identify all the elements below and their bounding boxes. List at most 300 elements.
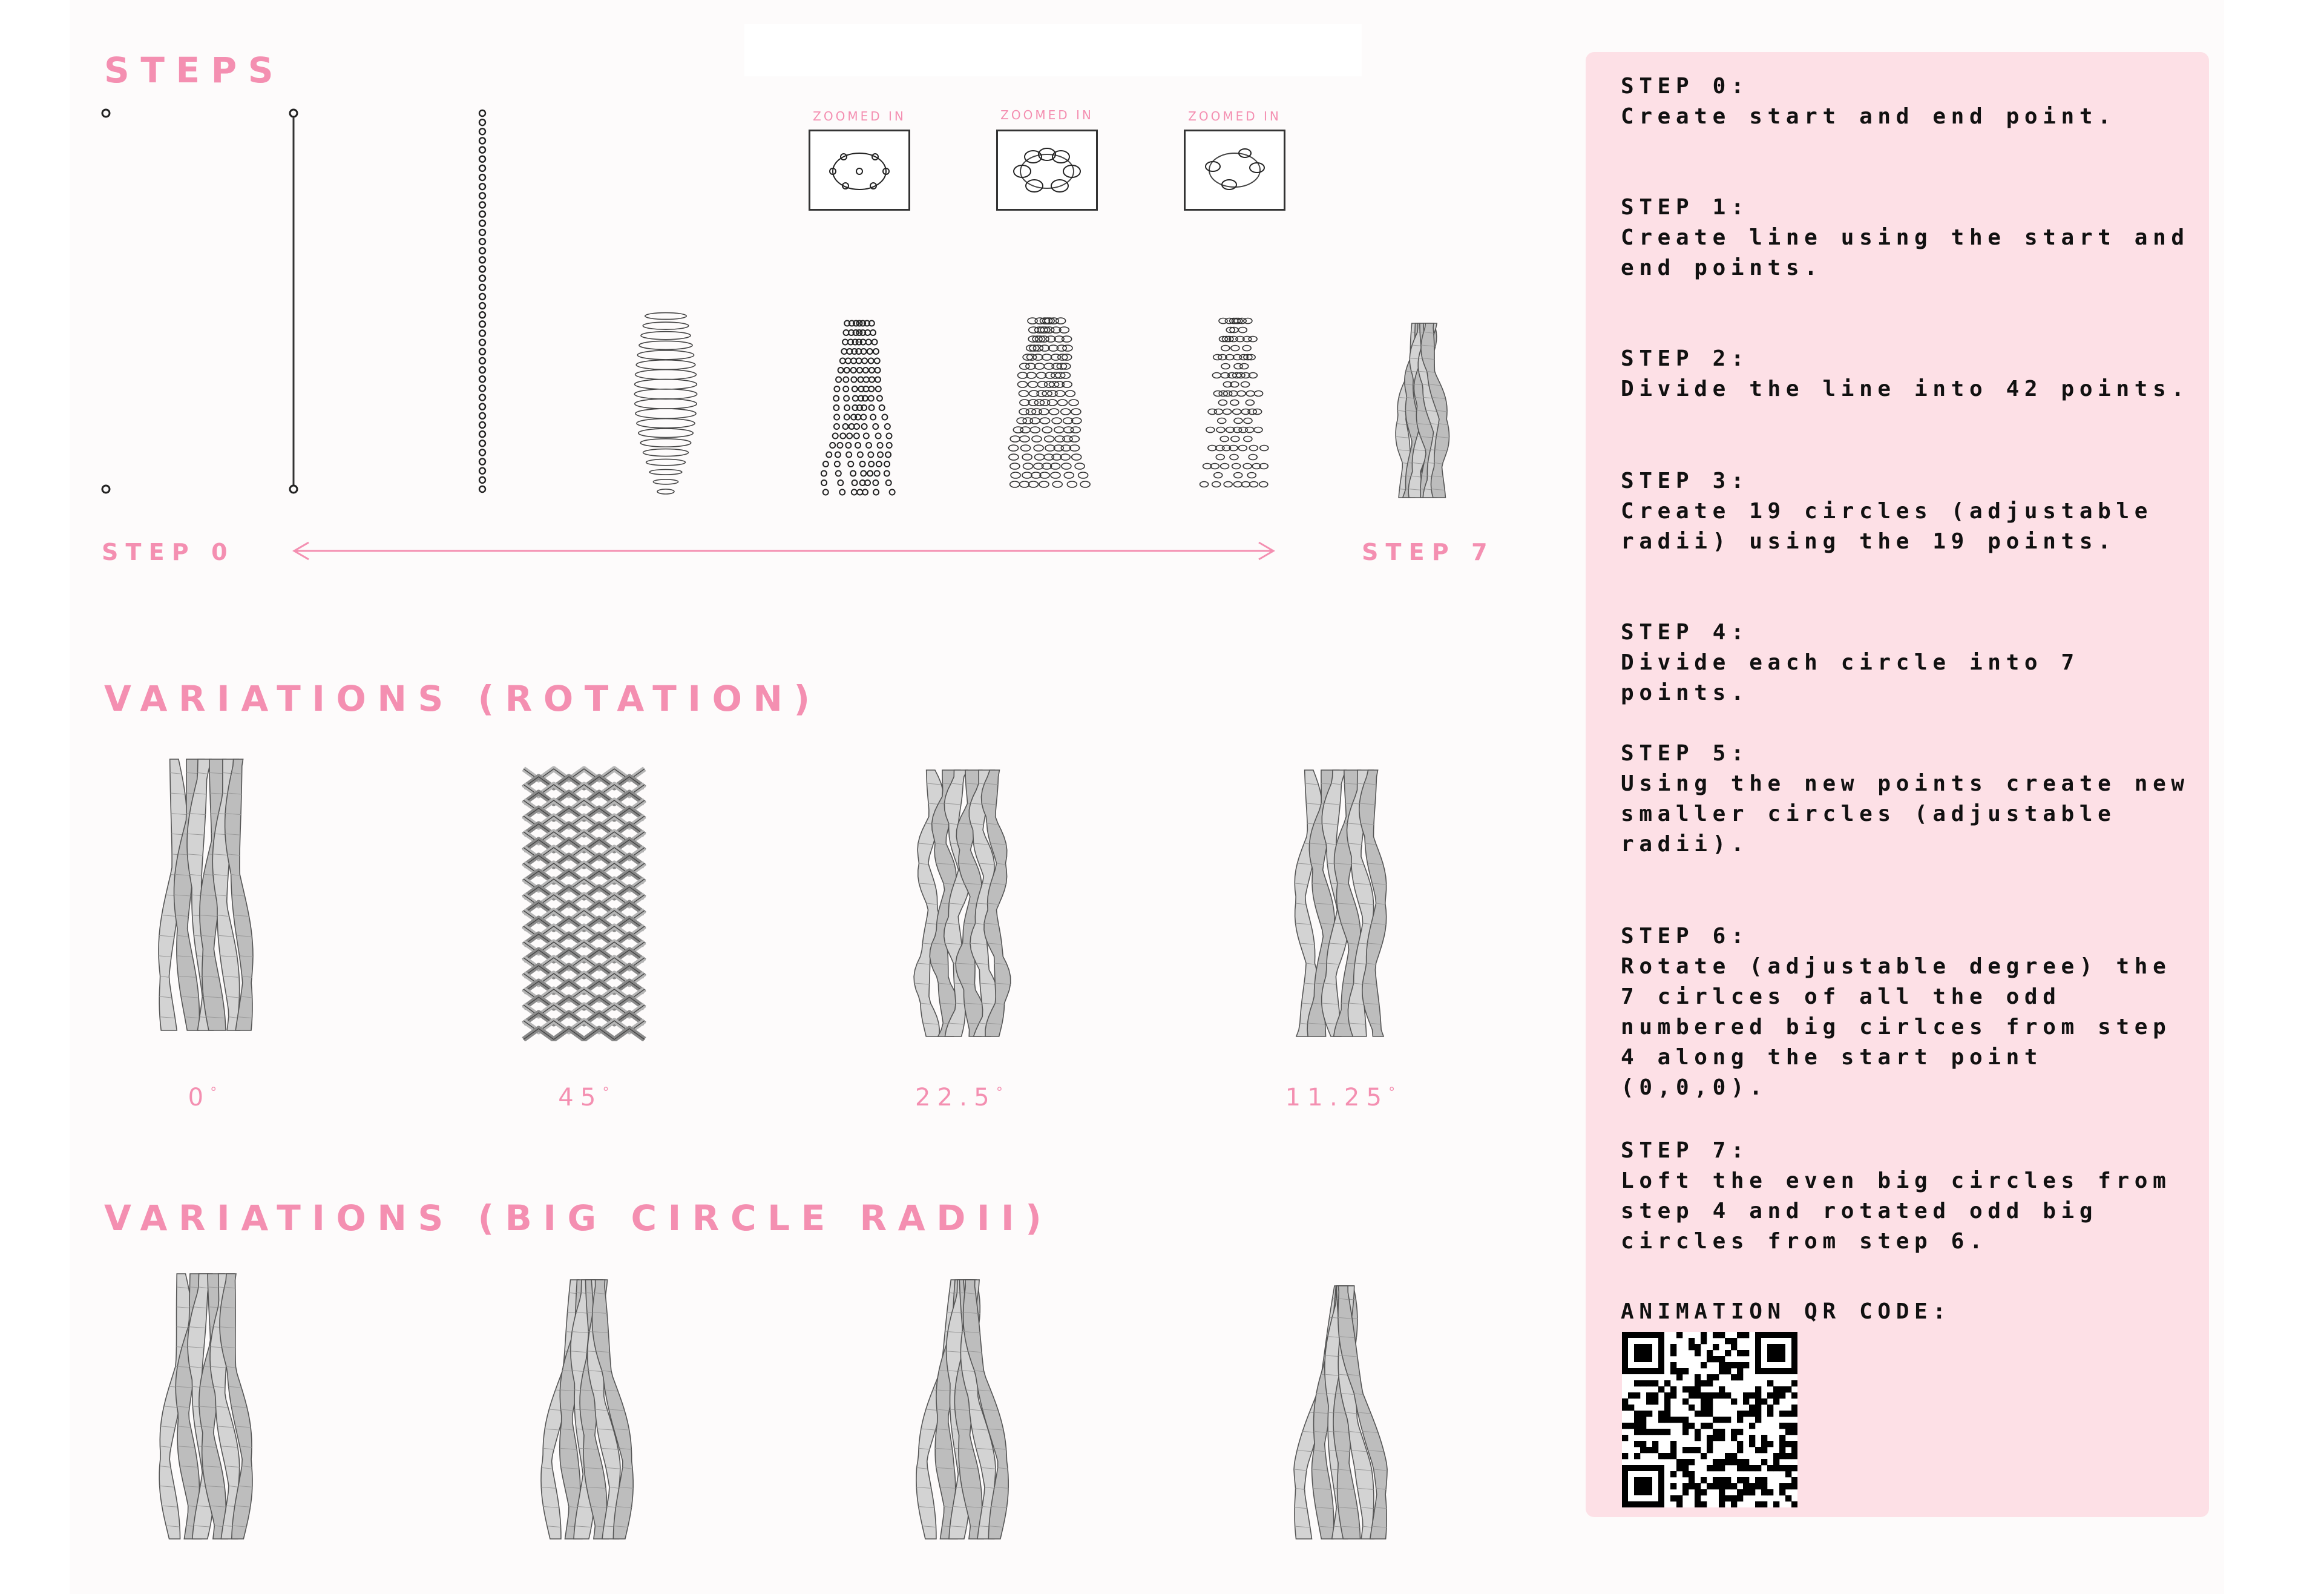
- qr-module: [1646, 1380, 1652, 1386]
- circle-point: [884, 461, 890, 467]
- qr-module: [1779, 1435, 1785, 1441]
- circle-point: [844, 367, 850, 373]
- small-circle: [1020, 436, 1029, 442]
- circle-point: [867, 471, 873, 476]
- big-circle: [636, 360, 695, 370]
- divided-point: [479, 486, 485, 492]
- divided-point: [479, 285, 485, 291]
- step-5-block: [1621, 739, 2202, 860]
- divided-point: [479, 137, 485, 143]
- qr-module: [1622, 1398, 1628, 1405]
- circle-point: [833, 405, 839, 410]
- qr-module: [1707, 1374, 1713, 1380]
- circle-point: [836, 471, 841, 476]
- circle-point: [885, 452, 891, 458]
- small-circle: [1009, 445, 1019, 451]
- variations-rotation-title: VARIATIONS (ROTATION): [104, 678, 821, 719]
- big-circle: [637, 419, 695, 428]
- qr-module: [1646, 1392, 1652, 1398]
- qr-module: [1670, 1483, 1676, 1489]
- divided-point: [479, 404, 485, 410]
- rotated-circle: [1244, 318, 1252, 324]
- small-circle: [1010, 463, 1020, 469]
- step-text: Divide each circle into 7 points.: [1621, 650, 2079, 705]
- angle-label-11-25: 11.25°: [1285, 1084, 1402, 1112]
- qr-module: [1676, 1417, 1682, 1423]
- step-text: Rotate (adjustable degree) the 7 cirlces of all the odd numbered big cirlces from step 4 along the start point (0,0,0).: [1621, 954, 2171, 1100]
- qr-module: [1719, 1483, 1725, 1489]
- small-circle: [1042, 427, 1052, 433]
- angle-value-45: 45: [558, 1084, 603, 1112]
- qr-module: [1664, 1398, 1670, 1405]
- small-circle: [1021, 445, 1031, 451]
- rotated-circle: [1223, 409, 1232, 415]
- circle-point: [857, 490, 862, 495]
- qr-module: [1755, 1386, 1761, 1392]
- qr-module: [1701, 1411, 1707, 1417]
- qr-module: [1761, 1398, 1767, 1405]
- small-circle: [1010, 481, 1020, 487]
- step-4-block: [1621, 618, 2202, 708]
- qr-module: [1791, 1392, 1797, 1398]
- qr-module: [1767, 1405, 1773, 1411]
- qr-module: [1767, 1465, 1773, 1471]
- circle-point: [861, 415, 866, 420]
- divided-point: [479, 477, 485, 483]
- qr-module: [1749, 1411, 1755, 1417]
- circle-point: [868, 452, 873, 458]
- small-circle: [1011, 472, 1020, 478]
- qr-module: [1725, 1483, 1731, 1489]
- small-circle: [1020, 427, 1030, 433]
- end-point: [102, 486, 110, 493]
- circle-point: [862, 424, 867, 429]
- big-circle: [637, 351, 694, 360]
- steps-panel: [1586, 52, 2209, 1517]
- step-2-figure: [473, 103, 491, 496]
- qr-module: [1682, 1489, 1689, 1495]
- qr-module: [1670, 1368, 1676, 1374]
- qr-module: [1695, 1392, 1701, 1398]
- circle-point: [873, 424, 878, 429]
- small-circle: [1026, 363, 1036, 369]
- step-2-block: [1621, 344, 2202, 404]
- small-circle: [1009, 454, 1019, 460]
- qr-module: [1755, 1501, 1761, 1507]
- circle-point: [890, 490, 895, 495]
- qr-module: [1670, 1362, 1676, 1368]
- circle-point: [852, 490, 857, 495]
- circle-point: [833, 433, 838, 439]
- zoom-box-step-6: [1184, 130, 1285, 211]
- rotated-circle: [1247, 473, 1256, 478]
- qr-module: [1731, 1338, 1737, 1344]
- big-circle: [635, 399, 697, 409]
- qr-module: [1634, 1380, 1640, 1386]
- circle-point: [857, 367, 862, 373]
- qr-module: [1743, 1332, 1749, 1338]
- qr-module: [1719, 1477, 1725, 1483]
- small-circle: [1042, 354, 1052, 360]
- qr-module: [1689, 1405, 1695, 1411]
- qr-module: [1791, 1411, 1797, 1417]
- circle-point: [864, 433, 869, 439]
- zigzag-layer: [524, 1029, 645, 1039]
- small-circle: [1018, 372, 1028, 378]
- circle-point: [861, 471, 866, 476]
- qr-module: [1743, 1489, 1749, 1495]
- blank-box: [744, 24, 1362, 76]
- divided-point: [479, 174, 485, 180]
- qr-module: [1779, 1447, 1785, 1453]
- small-circle: [1039, 409, 1049, 415]
- qr-module: [1658, 1386, 1664, 1392]
- radii-variation-4: [1262, 1277, 1419, 1546]
- qr-module: [1628, 1392, 1634, 1398]
- qr-module: [1737, 1441, 1743, 1447]
- qr-module: [1779, 1411, 1785, 1417]
- circle-point: [838, 367, 844, 373]
- step-0-block: [1621, 71, 2202, 132]
- rotated-circle: [1260, 446, 1269, 451]
- small-circle: [1026, 372, 1036, 378]
- qr-module: [1695, 1435, 1701, 1441]
- qr-module: [1622, 1423, 1628, 1429]
- circle-point: [862, 358, 867, 364]
- circle-point: [867, 349, 873, 354]
- qr-module: [1713, 1459, 1719, 1465]
- small-circle: [1039, 481, 1049, 487]
- qr-module: [1670, 1453, 1676, 1459]
- qr-module: [1652, 1392, 1658, 1398]
- divided-point: [479, 376, 485, 382]
- circle-point: [852, 480, 858, 486]
- circle-point: [834, 386, 839, 392]
- angle-label-0: 0°: [188, 1084, 224, 1112]
- qr-module: [1670, 1417, 1676, 1423]
- qr-module: [1622, 1405, 1628, 1411]
- rotated-circle: [1232, 464, 1241, 469]
- qr-module: [1791, 1429, 1797, 1435]
- rotated-circle: [1218, 400, 1227, 406]
- qr-module: [1737, 1429, 1743, 1435]
- qr-module: [1743, 1459, 1749, 1465]
- divided-point: [479, 395, 485, 401]
- qr-module: [1670, 1392, 1676, 1398]
- qr-module: [1761, 1459, 1767, 1465]
- step-heading: STEP 2:: [1621, 346, 1750, 371]
- divided-point: [479, 358, 485, 364]
- divided-point: [479, 422, 485, 428]
- circle-point: [870, 415, 876, 420]
- qr-module: [1689, 1423, 1695, 1429]
- small-circle: [1032, 436, 1042, 442]
- qr-module: [1737, 1417, 1743, 1423]
- qr-module: [1664, 1417, 1670, 1423]
- qr-module: [1634, 1453, 1640, 1459]
- qr-module: [1791, 1380, 1797, 1386]
- radii-variation-2: [508, 1271, 666, 1546]
- qr-module: [1719, 1392, 1725, 1398]
- qr-module: [1652, 1380, 1658, 1386]
- divided-point: [479, 340, 485, 346]
- qr-module: [1701, 1489, 1707, 1495]
- divided-point: [479, 331, 485, 337]
- big-circle: [653, 479, 678, 484]
- angle-value-22-5: 22.5: [914, 1084, 996, 1112]
- circle-point: [856, 358, 862, 364]
- qr-module: [1785, 1495, 1791, 1501]
- circle-point: [869, 377, 875, 383]
- qr-module: [1676, 1374, 1682, 1380]
- qr-module: [1682, 1471, 1689, 1477]
- small-circle: [1022, 454, 1032, 460]
- rotation-variation-45: [511, 763, 657, 1044]
- qr-module: [1731, 1398, 1737, 1405]
- qr-module: [1791, 1477, 1797, 1483]
- qr-module: [1785, 1386, 1791, 1392]
- rotated-circle: [1243, 464, 1252, 469]
- small-circle: [1034, 445, 1043, 451]
- qr-module: [1725, 1453, 1731, 1459]
- qr-module: [1719, 1435, 1725, 1441]
- big-circle: [635, 370, 697, 380]
- qr-module: [1737, 1350, 1743, 1356]
- circle-point: [848, 461, 853, 467]
- rotated-circle: [1214, 409, 1223, 415]
- circle-point: [851, 367, 856, 373]
- step-3-figure: [623, 309, 708, 502]
- small-circle: [1061, 409, 1071, 415]
- small-circle: [1034, 400, 1044, 406]
- small-circle: [1030, 418, 1040, 424]
- step-6-figure: [1187, 315, 1284, 496]
- qr-module: [1743, 1483, 1749, 1489]
- qr-module: [1695, 1495, 1701, 1501]
- qr-module: [1695, 1344, 1701, 1350]
- rotated-circle: [1220, 436, 1229, 442]
- qr-module: [1640, 1411, 1646, 1417]
- circle-point: [868, 396, 874, 401]
- qr-module: [1737, 1332, 1743, 1338]
- rotated-circle: [1230, 455, 1238, 460]
- rotated-circle: [1238, 328, 1247, 333]
- qr-module: [1713, 1374, 1719, 1380]
- qr-module: [1785, 1429, 1791, 1435]
- qr-module: [1791, 1405, 1797, 1411]
- divided-point: [479, 147, 485, 153]
- circle-point: [833, 396, 839, 401]
- qr-module: [1689, 1459, 1695, 1465]
- qr-module: [1707, 1356, 1713, 1362]
- qr-module: [1701, 1380, 1707, 1386]
- qr-module: [1658, 1411, 1664, 1417]
- rotated-circle: [1231, 436, 1239, 442]
- rotated-circle: [1249, 446, 1258, 451]
- rotated-circle: [1214, 473, 1223, 478]
- big-circle: [639, 341, 692, 349]
- qr-module: [1779, 1465, 1785, 1471]
- qr-module: [1634, 1441, 1640, 1447]
- qr-module: [1755, 1447, 1761, 1453]
- circle-point: [840, 433, 845, 439]
- small-circle: [1048, 400, 1057, 406]
- qr-module: [1773, 1453, 1779, 1459]
- rotated-circle: [1249, 337, 1257, 342]
- qr-module: [1695, 1483, 1701, 1489]
- small-circle: [1065, 390, 1075, 397]
- circle-point: [884, 471, 890, 476]
- qr-module: [1622, 1453, 1628, 1459]
- qr-module: [1773, 1501, 1779, 1507]
- circle-point: [863, 367, 868, 373]
- big-circle: [643, 322, 688, 329]
- circle-point: [844, 415, 850, 420]
- qr-module: [1767, 1441, 1773, 1447]
- circle-point: [851, 358, 856, 364]
- qr-module: [1707, 1411, 1713, 1417]
- circle-point: [858, 377, 864, 383]
- rotated-circle: [1237, 391, 1246, 397]
- big-circle: [634, 389, 697, 400]
- small-circle: [1055, 390, 1065, 397]
- divided-point: [479, 202, 485, 208]
- qr-module: [1773, 1398, 1779, 1405]
- qr-module: [1640, 1447, 1646, 1453]
- rotated-circle: [1203, 464, 1212, 469]
- small-circle: [1078, 472, 1088, 478]
- qr-module: [1676, 1459, 1682, 1465]
- divided-point: [479, 119, 485, 125]
- rotated-circle: [1206, 427, 1215, 433]
- rotated-circle: [1253, 409, 1262, 415]
- divided-point: [479, 211, 485, 217]
- divided-point: [479, 239, 485, 245]
- circle-point: [844, 405, 850, 410]
- qr-module: [1761, 1477, 1767, 1483]
- qr-module: [1737, 1459, 1743, 1465]
- rotation-variation-22-5: [884, 763, 1041, 1044]
- qr-module: [1664, 1453, 1670, 1459]
- circle-point: [840, 358, 845, 364]
- qr-module: [1755, 1411, 1761, 1417]
- circle-point: [860, 461, 865, 467]
- divided-point: [479, 165, 485, 171]
- timeline-end-label: STEP 7: [1362, 539, 1495, 565]
- circle-point: [823, 490, 829, 495]
- circle-point: [887, 443, 892, 448]
- qr-module: [1737, 1465, 1743, 1471]
- rotated-circle: [1229, 391, 1238, 397]
- divided-point: [479, 183, 485, 189]
- qr-module: [1701, 1477, 1707, 1483]
- qr-module: [1713, 1417, 1719, 1423]
- circle-point: [845, 443, 851, 448]
- qr-module: [1701, 1332, 1707, 1338]
- rotated-circle: [1250, 482, 1258, 487]
- qr-module: [1707, 1380, 1713, 1386]
- qr-module: [1779, 1392, 1785, 1398]
- qr-module: [1761, 1501, 1767, 1507]
- qr-module: [1676, 1465, 1682, 1471]
- circle-point: [878, 452, 883, 458]
- animation-qr-code[interactable]: [1622, 1332, 1797, 1507]
- qr-module: [1701, 1405, 1707, 1411]
- qr-module: [1731, 1429, 1737, 1435]
- qr-module: [1658, 1417, 1664, 1423]
- qr-module: [1707, 1405, 1713, 1411]
- qr-module: [1682, 1423, 1689, 1429]
- qr-module: [1701, 1501, 1707, 1507]
- angle-value-11-25: 11.25: [1285, 1084, 1389, 1112]
- step-heading: STEP 7:: [1621, 1138, 1750, 1163]
- qr-module: [1731, 1453, 1737, 1459]
- qr-module: [1695, 1489, 1701, 1495]
- circle-point: [826, 452, 832, 458]
- qr-module: [1749, 1441, 1755, 1447]
- qr-module: [1676, 1368, 1682, 1374]
- qr-module: [1743, 1392, 1749, 1398]
- qr-module: [1695, 1350, 1701, 1356]
- step-text: Create line using the start and end points.: [1621, 225, 2190, 280]
- qr-module: [1761, 1447, 1767, 1453]
- circle-point: [853, 396, 858, 401]
- step-heading: STEP 5:: [1621, 741, 1750, 766]
- rotated-circle: [1218, 418, 1226, 424]
- qr-module: [1719, 1417, 1725, 1423]
- small-circle: [1010, 436, 1020, 442]
- circle-point: [862, 490, 868, 495]
- qr-module: [1689, 1344, 1695, 1350]
- circle-point: [870, 330, 876, 335]
- qr-module: [1779, 1453, 1785, 1459]
- angle-label-22-5: 22.5°: [914, 1084, 1010, 1112]
- qr-module: [1725, 1362, 1731, 1368]
- rotated-circle: [1240, 364, 1249, 369]
- qr-module: [1652, 1441, 1658, 1447]
- zoom-label-step-6: ZOOMED IN: [1188, 109, 1281, 124]
- small-circle: [1040, 418, 1050, 424]
- qr-module: [1682, 1447, 1689, 1453]
- qr-module: [1707, 1447, 1713, 1453]
- circle-point: [878, 443, 883, 448]
- rotated-circle: [1212, 373, 1221, 378]
- qr-module: [1725, 1459, 1731, 1465]
- qr-module: [1695, 1501, 1701, 1507]
- qr-module: [1634, 1392, 1640, 1398]
- qr-module: [1719, 1386, 1725, 1392]
- circle-point: [855, 443, 861, 448]
- circle-point: [834, 424, 839, 429]
- qr-module: [1695, 1447, 1701, 1453]
- qr-module: [1652, 1447, 1658, 1453]
- timeline-start-label: STEP 0: [102, 539, 235, 565]
- qr-module: [1701, 1392, 1707, 1398]
- big-circle: [635, 409, 696, 418]
- rotated-circle: [1254, 427, 1262, 433]
- step-5-figure: [999, 315, 1095, 496]
- rotated-circle: [1234, 473, 1242, 478]
- qr-module: [1731, 1483, 1737, 1489]
- rotated-circle: [1230, 400, 1239, 406]
- qr-module: [1713, 1332, 1719, 1338]
- circle-point: [869, 367, 875, 373]
- step-heading: STEP 6:: [1621, 924, 1750, 949]
- qr-module: [1743, 1398, 1749, 1405]
- small-circle: [1072, 454, 1082, 460]
- variations-radii-title: VARIATIONS (BIG CIRCLE RADII): [104, 1197, 1053, 1239]
- qr-module: [1707, 1441, 1713, 1447]
